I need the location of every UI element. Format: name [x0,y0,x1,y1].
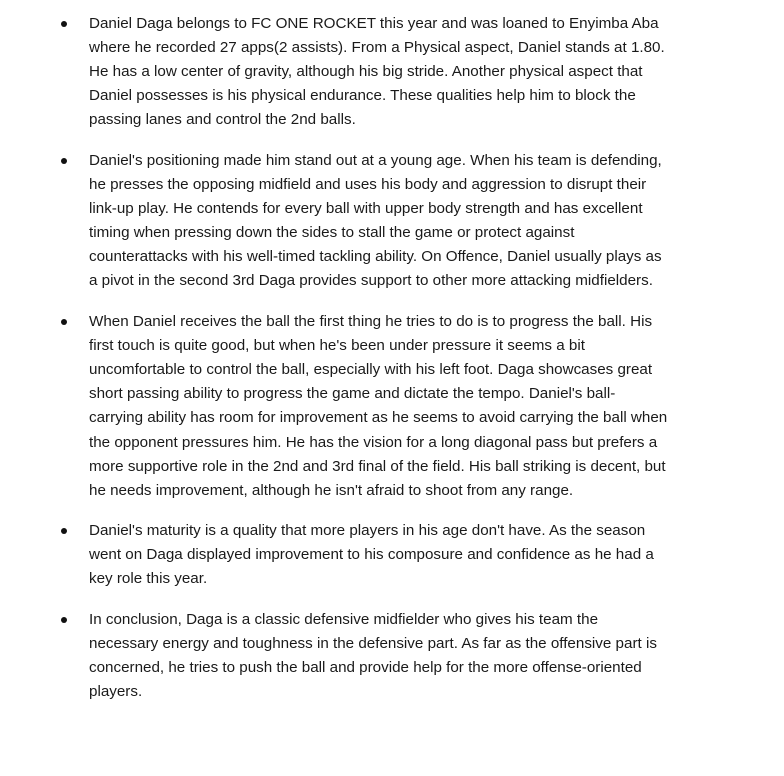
bullet-icon [61,528,67,534]
list-item [0,12,669,132]
bullet-icon [61,617,67,623]
bullet-icon [61,158,67,164]
list-item [0,519,669,591]
list-item [0,149,669,294]
paragraph-text: Daniel Daga belongs to FC ONE ROCKET this year and was loaned to Enyimba Aba where he recorded 27 apps(2 assists). From a Physical aspect, Daniel stands at 1.80. He has a low center of gravity, although his big stride. Another physical aspect that Daniel possesses is his physical endurance. These qualities help him to block the passing lanes and control the 2nd balls. [89,15,665,129]
list-item [0,310,669,503]
paragraph-text: Daniel's maturity is a quality that more players in his age don't have. As the season went on Daga displayed improvement to his composure and confidence as he had a key role this year. [89,522,654,588]
bullet-list [0,12,784,721]
bullet-icon [61,319,67,325]
bullet-icon [61,21,67,27]
paragraph-text: Daniel's positioning made him stand out at a young age. When his team is defending, he presses the opposing midfield and uses his body and aggression to disrupt their link-up play. He contends for every ball with upper body strength and has excellent timing when pressing down the sides to stall the game or protect against counterattacks with his well-timed tackling ability. On Offence, Daniel usually plays as a pivot in the second 3rd Daga provides support to other more attacking midfielders. [89,151,662,290]
list-item [0,608,669,704]
paragraph-text: In conclusion, Daga is a classic defensive midfielder who gives his team the necessary energy and toughness in the defensive part. As far as the offensive part is concerned, he tries to push the ball and provide help for the more offense-oriented players. [89,611,657,701]
paragraph-text: When Daniel receives the ball the first thing he tries to do is to progress the ball. His first touch is quite good, but when he's been under pressure it seems a bit uncomfortable to control the ball, especially with his left foot. Daga showcases great short passing ability to progress the game and dictate the tempo. Daniel's ball-carrying ability has room for improvement as he seems to avoid carrying the ball when the opponent pressures him. He has the vision for a long diagonal pass but prefers a more supportive role in the 2nd and 3rd final of the field. His ball striking is decent, but he needs improvement, although he isn't afraid to shoot from any range. [89,313,668,499]
